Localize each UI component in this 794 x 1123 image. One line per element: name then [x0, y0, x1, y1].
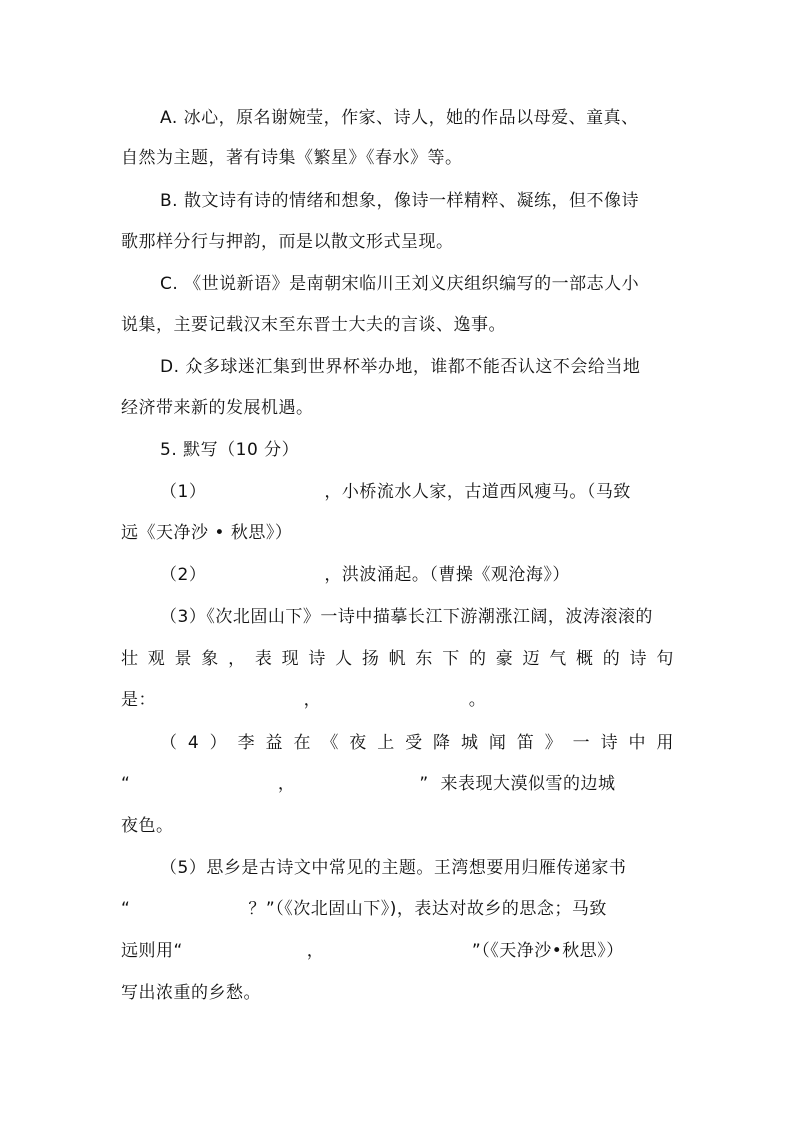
q4-char: ） — [209, 733, 228, 753]
question-3-line-1: （3）《次北固山下》一诗中描摹长江下游潮涨江阔，波涛滚滚的 — [160, 607, 653, 627]
question-5-line-1: （5）思乡是古诗文中常见的主题。王湾想要用归雁传递家书 — [160, 858, 627, 878]
q3-char: 的 — [468, 649, 487, 669]
q3-char: 的 — [602, 649, 621, 669]
option-d-line-2: 经济带来新的发展机遇。 — [121, 398, 314, 418]
option-d-line-1: D. 众多球迷汇集到世界杯举办地，谁都不能否认这不会给当地 — [160, 357, 641, 377]
option-c-line-2: 说集，主要记载汉末至东晋士大夫的言谈、逸事。 — [121, 315, 506, 335]
q3-char: 下 — [442, 649, 460, 669]
q3-char: 东 — [415, 649, 433, 669]
q4-char: 中 — [628, 733, 646, 753]
question-2: （2） ，洪波涌起。（曹操《观沧海》） — [160, 565, 570, 585]
q3-char: 豪 — [495, 649, 514, 669]
q3-char: 表 — [254, 649, 273, 669]
option-a-line-2: 自然为主题，著有诗集《繁星》《春水》等。 — [121, 148, 463, 168]
question-4-line-2: “ ， ” 来表现大漠似雪的边城 — [121, 774, 616, 794]
q3-char: 景 — [174, 649, 193, 669]
q3-char: 帆 — [388, 649, 407, 669]
q4-char: 闻 — [488, 733, 507, 753]
q3-char: 壮 — [121, 649, 139, 669]
q4-char: 4 — [187, 733, 200, 753]
q3-char: 象 — [201, 649, 219, 669]
q3-char: 现 — [281, 649, 300, 669]
q4-char: 《 — [321, 733, 339, 753]
q4-char: 诗 — [600, 733, 619, 753]
question-5-line-2: “ ？”（《次北固山下》)，表达对故乡的思念；马致 — [121, 899, 607, 919]
q3-char: 观 — [147, 649, 166, 669]
option-b-line-1: B. 散文诗有诗的情绪和想象，像诗一样精粹、凝练，但不像诗 — [160, 191, 639, 211]
q4-char: 李 — [237, 733, 256, 753]
option-c-line-1: C. 《世说新语》是南朝宋临川王刘义庆组织编写的一部志人小 — [160, 274, 640, 294]
question-4-line-3: 夜色。 — [121, 816, 174, 836]
q3-char: 概 — [576, 649, 594, 669]
question-3-line-3: 是： ， 。 — [121, 690, 487, 710]
q4-char: 》 — [544, 733, 563, 753]
q3-char: 诗 — [629, 649, 648, 669]
q3-char: 迈 — [522, 649, 540, 669]
q4-char: 降 — [433, 733, 451, 753]
q3-char: 人 — [335, 649, 353, 669]
q4-char: （ — [160, 733, 178, 753]
q4-char: 一 — [572, 733, 591, 753]
q4-char: 笛 — [516, 733, 535, 753]
q3-char: 扬 — [361, 649, 380, 669]
option-b-line-2: 歌那样分行与押韵，而是以散文形式呈现。 — [121, 232, 454, 252]
q3-char: ， — [228, 649, 246, 669]
q4-char: 益 — [265, 733, 284, 753]
q4-char: 城 — [460, 733, 479, 753]
question-1-line-1: （1） ，小桥流水人家，古道西风瘦马。（马致 — [160, 482, 631, 502]
q4-char: 夜 — [349, 733, 367, 753]
question-4-line-1 — [160, 729, 674, 757]
q4-char: 在 — [293, 733, 311, 753]
q4-char: 用 — [656, 733, 674, 753]
question-5-line-3: 远则用“ ， ”（《天净沙•秋思》） — [121, 941, 624, 961]
q4-char: 上 — [377, 733, 395, 753]
question-1-line-2: 远《天净沙 • 秋思》） — [121, 523, 293, 543]
section-5-heading: 5. 默写（10 分） — [160, 440, 300, 460]
option-a-line-1: A. 冰心，原名谢婉莹，作家、诗人，她的作品以母爱、童真、 — [160, 108, 639, 128]
q3-char: 气 — [549, 649, 567, 669]
question-3-line-2 — [121, 645, 674, 673]
q3-char: 句 — [656, 649, 674, 669]
q3-char: 诗 — [308, 649, 326, 669]
q4-char: 受 — [405, 733, 423, 753]
question-5-line-4: 写出浓重的乡愁。 — [121, 983, 261, 1003]
